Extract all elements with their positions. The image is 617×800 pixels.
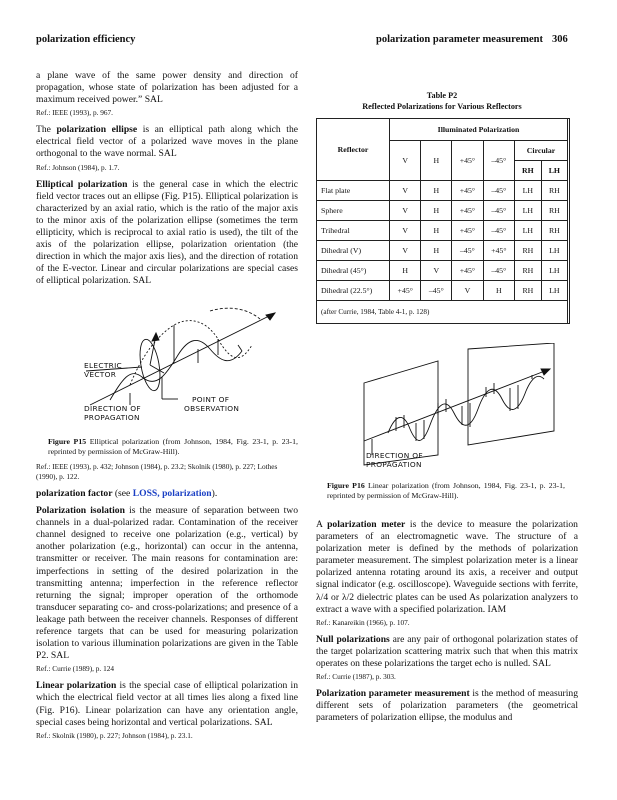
table-cell: Sphere (317, 201, 390, 221)
elliptical-text: is the general case in which the electric field vector traces out an ellipse (Fig. P15). Elliptical polarization is characterized by an axial ratio, which is the ratio of the major axis to the minor axis of the polarization ellipse (sometimes the term ellipticity, which is reciprocal to axial ratio is used), the tilt of the axis of the polarization ellipse, polarization orientation (the direction in which the major axis lies), and the direction of rotation of the E-vector. Linear and circular polarizations are special cases of elliptical polarization. SAL (36, 178, 298, 287)
fig16-label-direction-of-propagation (366, 452, 423, 469)
table-row (317, 281, 568, 301)
table-row (317, 241, 568, 261)
table-row (317, 221, 568, 241)
intro-ref: Ref.: IEEE (1993), p. 967. (36, 108, 114, 118)
meter-pre: A (316, 519, 328, 530)
term-polarization-parameter-measurement: Polarization parameter measurement (316, 688, 470, 700)
fig16-caption-text: Linear polarization (from Johnson, 1984, Fig. 23-1, p. 23-1, reprinted by permission of McGraw-Hill). (327, 481, 565, 501)
left-column-bottom (36, 488, 298, 747)
fig16-label-direction: DIRECTION OF (366, 451, 423, 460)
table-cell: Dihedral (V) (317, 241, 390, 261)
field-vectors (396, 375, 532, 441)
fig15-label-point-of-observation (184, 396, 239, 413)
meter-paragraph (316, 519, 578, 616)
table-cell: +45° (452, 221, 483, 241)
term-polarization-factor: polarization factor (36, 488, 113, 499)
link-polarization[interactable]: polarization (162, 488, 212, 499)
figure-p16-linear-polarization (358, 343, 558, 468)
meter-text: is the device to measure the polarization parameters of an electromagnetic wave. The structure of a polarization meter is defined by the methods of polarization parameter measurement. The simplest polarization meter is a linear polarized antenna rotating around its axis, a receiver and output signal indicator (e.g. oscilloscope). Waveguide sections with ferrite, λ/4 or λ/2 dielectric plates can be used As polarization analyzers to extract a wave with a specified polarization. IAM (316, 519, 578, 615)
left-column-top (36, 70, 298, 287)
table-cell: RH (515, 261, 542, 281)
table-row (317, 201, 568, 221)
helix-back (130, 321, 252, 385)
factor-comma: , (157, 488, 163, 499)
fig15-caption-label: Figure P15 (48, 437, 87, 446)
isolation-text: is the measure of separation between two channels in a dual-polarized radar. Contamination of the receiver channel designed to receive one polarization (e.g., vertical) by another polarization (e.g., horizontal) can occur in the antenna, transmitter or receiver. The main reasons for contamination are: imperfections in setting of the desired polarization in the transmitting antenna; imperfection in the reference reflector returning the signal; improper operation of the orthomode transducer separating co- and cross-polarizations; and presence of a leakage path between the receiver channels. Responses of different reference targets that can be used for measuring polarization isolation to various illumination polarizations are given in the Table P2. SAL (36, 505, 299, 662)
linear-paragraph (36, 680, 298, 728)
term-linear-polarization: Linear polarization (36, 680, 117, 692)
fig15-label-electric-vector (84, 362, 122, 379)
fig15-label-propagation: PROPAGATION (84, 412, 140, 422)
fig15-label-electric: ELECTRIC (84, 361, 123, 370)
term-polarization-meter: polarization meter (327, 519, 406, 530)
table-cell: –45° (483, 201, 514, 221)
linear-wave (388, 376, 544, 440)
head-col-h: H (421, 141, 452, 181)
table-cell: –45° (483, 181, 514, 201)
table-cell: +45° (452, 261, 483, 281)
axis-arrowhead (266, 313, 275, 320)
table-cell: LH (515, 181, 542, 201)
meter-ref: Ref.: Kanareikin (1966), p. 107. (316, 617, 410, 627)
table-p2-frame (316, 118, 570, 324)
table-cell: V (390, 181, 421, 201)
running-header-left: polarization efficiency (36, 34, 136, 45)
elliptical-paragraph (36, 179, 298, 288)
table-cell: –45° (483, 221, 514, 241)
table-cell: H (421, 221, 452, 241)
page-number: 306 (552, 34, 568, 45)
head-col-v: V (390, 141, 421, 181)
table-header-row-1 (317, 119, 568, 141)
fig15-label-direction-of-propagation (84, 405, 141, 422)
table-p2-subtitle: Reflected Polarizations for Various Reflectors (362, 102, 522, 111)
table-p2-title: Table P2 (426, 91, 458, 100)
table-p2 (316, 118, 568, 324)
table-cell: RH (541, 221, 567, 241)
term-polarization-ellipse: polarization ellipse (56, 124, 138, 136)
table-cell: V (421, 261, 452, 281)
table-row (317, 261, 568, 281)
fig15-label-observation: OBSERVATION (184, 403, 240, 413)
isolation-ref: Ref.: Currie (1989), p. 124 (36, 664, 115, 674)
table-cell: LH (541, 281, 567, 301)
param-paragraph (316, 688, 578, 724)
link-loss[interactable]: LOSS (132, 488, 158, 499)
table-cell: H (421, 241, 452, 261)
table-cell: H (483, 281, 514, 301)
isolation-paragraph (36, 505, 298, 662)
fig15-label-vector: VECTOR (84, 369, 117, 379)
table-cell: +45° (452, 181, 483, 201)
table-cell: RH (515, 241, 542, 261)
table-cell: LH (515, 201, 542, 221)
head-reflector: Reflector (317, 119, 390, 181)
table-cell: Trihedral (317, 221, 390, 241)
fig16-label-propagation: PROPAGATION (366, 459, 422, 469)
fig16-caption-label: Figure P16 (327, 481, 365, 490)
table-cell: –45° (452, 241, 483, 261)
table-source-row (317, 301, 568, 324)
table-cell: LH (515, 221, 542, 241)
ellipse-text: is an elliptical path along which the electrical field vector of a polarized wave moves in the plane orthogonal to the wave normal. SAL (36, 124, 298, 160)
fig15-label-direction: DIRECTION OF (84, 404, 141, 413)
table-cell: Flat plate (317, 181, 390, 201)
table-cell: +45° (483, 241, 514, 261)
factor-post: ). (211, 488, 218, 499)
fig15-caption-text: Elliptical polarization (from Johnson, 1984, Fig. 23-1, p. 23-1, reprinted by permission of McGraw-Hill). (48, 437, 298, 457)
head-rh: RH (515, 161, 542, 181)
table-cell: V (390, 221, 421, 241)
table-cell: V (390, 241, 421, 261)
table-cell: LH (541, 261, 567, 281)
table-p2-source: (after Currie, 1984, Table 4-1, p. 128) (317, 301, 568, 324)
right-plane (468, 343, 554, 445)
table-cell: RH (515, 281, 542, 301)
figure-p15-caption (48, 437, 298, 457)
null-ref: Ref.: Currie (1987), p. 303. (316, 672, 396, 682)
head-col-m45: –45° (483, 141, 514, 181)
figure-p16-caption (327, 481, 565, 501)
table-cell: LH (541, 241, 567, 261)
ellipse-pre: The (36, 124, 57, 136)
head-circular: Circular (515, 141, 568, 161)
ellipse-paragraph (36, 124, 298, 160)
table-cell: RH (541, 181, 567, 201)
table-cell: –45° (421, 281, 452, 301)
null-paragraph (316, 634, 578, 670)
running-header-right: polarization parameter measurement (376, 34, 543, 45)
term-null-polarizations: Null polarizations (316, 633, 390, 645)
table-cell: V (452, 281, 483, 301)
head-lh: LH (541, 161, 567, 181)
term-polarization-isolation: Polarization isolation (36, 505, 125, 517)
table-p2-title-block (316, 90, 568, 112)
table-cell: H (421, 201, 452, 221)
propagation-axis (90, 313, 275, 405)
left-plane (364, 361, 438, 465)
head-illuminated: Illuminated Polarization (390, 119, 568, 141)
ellipse-ref: Ref.: Johnson (1984), p. 1.7. (36, 162, 120, 172)
null-text: are any pair of orthogonal polarization states of the target polarization scattering matrix such that when this matrix operates on these polarizations the target echo is nulled. SAL (316, 633, 578, 669)
table-cell: Dihedral (45°) (317, 261, 390, 281)
propagation-axis (364, 369, 550, 441)
figure-p15-ref: Ref.: IEEE (1993), p. 432; Johnson (1984), p. 23.2; Skolnik (1980), p. 227; Lothes (1990), p. 122. (36, 462, 278, 481)
table-cell: –45° (483, 261, 514, 281)
intro-paragraph: a plane wave of the same power density and direction of propagation, whose state of polarization has been adjusted for a maximum received power.” SAL (36, 70, 298, 106)
term-elliptical-polarization: Elliptical polarization (36, 178, 128, 190)
helix-front (110, 340, 242, 400)
fig15-label-point: POINT OF (192, 395, 230, 404)
table-cell: +45° (390, 281, 421, 301)
right-column-text (316, 519, 578, 724)
table-cell: +45° (452, 201, 483, 221)
table-cell: Dihedral (22.5°) (317, 281, 390, 301)
linear-text: is the special case of elliptical polarization in which the electrical field vector at all times lies along a fixed line (Fig. P16). Linear polarization can have any orientation angle, special cases being horizontal and vertical polarizations. SAL (36, 680, 298, 728)
table-cell: H (421, 181, 452, 201)
table-cell: V (390, 201, 421, 221)
linear-ref: Ref.: Skolnik (1980), p. 227; Johnson (1984), p. 23.1. (36, 730, 193, 740)
factor-pre: (see (112, 488, 133, 499)
head-col-p45: +45° (452, 141, 483, 181)
factor-paragraph (36, 488, 298, 500)
param-text: is the method of measuring different sets of polarization parameters (the geometrical parameters of polarization ellipse, the modulus and (316, 688, 578, 724)
table-cell: RH (541, 201, 567, 221)
table-row (317, 181, 568, 201)
table-cell: H (390, 261, 421, 281)
